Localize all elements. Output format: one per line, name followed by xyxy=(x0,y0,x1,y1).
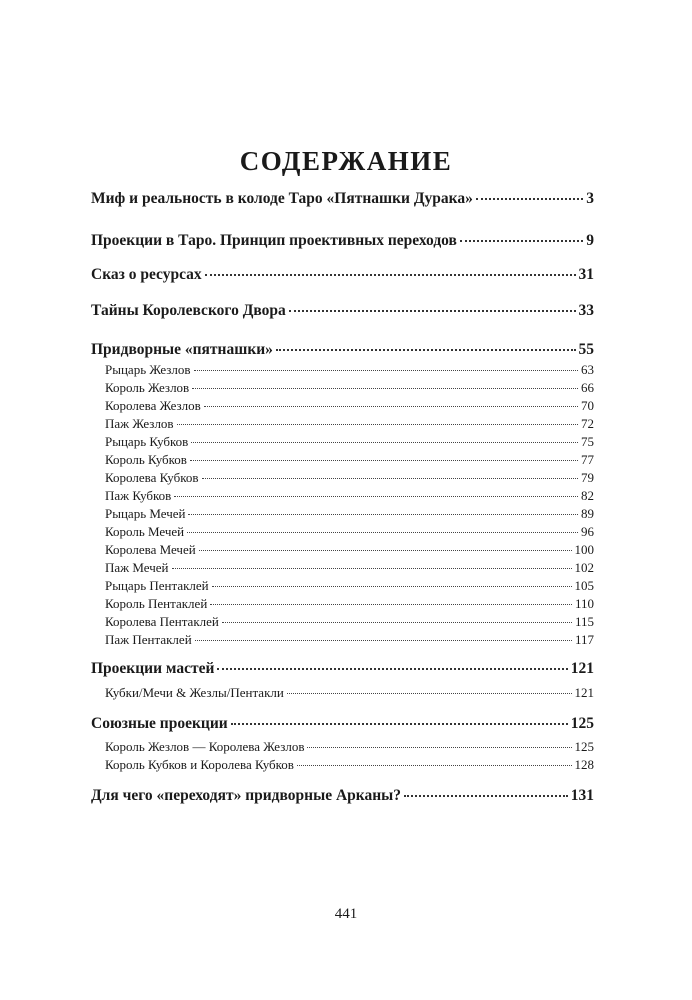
toc-entry xyxy=(91,341,594,359)
leader-dots xyxy=(404,795,568,797)
toc-entry-page: 9 xyxy=(586,232,594,249)
toc-subentry xyxy=(91,398,594,414)
toc-subentry-page: 110 xyxy=(574,596,594,611)
toc-subentry-label: Кубки/Мечи & Жезлы/Пентакли xyxy=(105,685,284,700)
leader-dots xyxy=(194,370,578,371)
toc-subentry-page: 70 xyxy=(581,398,594,413)
leader-dots xyxy=(174,496,578,497)
toc-subentry xyxy=(91,596,594,612)
toc-subentry xyxy=(91,470,594,486)
toc-subentry-page: 102 xyxy=(574,560,594,575)
toc-subentry-page: 63 xyxy=(581,362,594,377)
page-number: 441 xyxy=(334,906,358,922)
toc-subentry-label: Король Жезлов — Королева Жезлов xyxy=(105,739,305,754)
leader-dots xyxy=(222,622,572,623)
toc-subentry-page: 75 xyxy=(581,434,594,449)
toc-entry-page: 3 xyxy=(586,190,594,207)
leader-dots xyxy=(476,198,583,200)
toc-subentry xyxy=(91,542,594,558)
toc-entry-page: 131 xyxy=(570,787,594,804)
leader-dots xyxy=(460,240,583,242)
toc-subentry xyxy=(91,632,594,648)
toc-subentry-label: Рыцарь Мечей xyxy=(105,506,186,521)
toc-entry-page: 55 xyxy=(578,341,594,358)
toc-subentry-label: Рыцарь Кубков xyxy=(105,434,189,449)
toc-entry-page: 33 xyxy=(578,302,594,319)
toc-entry-label: Придворные «пятнашки» xyxy=(91,341,273,358)
toc-subentry-label: Паж Кубков xyxy=(105,488,172,503)
leader-dots xyxy=(192,388,578,389)
toc-subentry-label: Паж Пентаклей xyxy=(105,632,192,647)
toc-subentry xyxy=(91,757,594,773)
toc-subentry xyxy=(91,578,594,594)
toc-subentry-page: 79 xyxy=(581,470,594,485)
toc-subentry-page: 89 xyxy=(581,506,594,521)
toc-subentry-page: 117 xyxy=(574,632,594,647)
toc-subentry-page: 77 xyxy=(581,452,594,467)
toc-subentry-page: 66 xyxy=(581,380,594,395)
leader-dots xyxy=(210,604,572,605)
toc-subentry xyxy=(91,560,594,576)
leader-dots xyxy=(195,640,572,641)
toc-subentry-label: Королева Пентаклей xyxy=(105,614,219,629)
leader-dots xyxy=(204,406,578,407)
toc-subentry xyxy=(91,488,594,504)
toc-subentry xyxy=(91,362,594,378)
leader-dots xyxy=(289,310,576,312)
toc-subentry-label: Король Мечей xyxy=(105,524,185,539)
toc-subentry-label: Королева Кубков xyxy=(105,470,199,485)
toc-subentry xyxy=(91,380,594,396)
toc-entry xyxy=(91,302,594,320)
toc-subentry-page: 82 xyxy=(581,488,594,503)
toc-subentry-label: Паж Жезлов xyxy=(105,416,174,431)
toc-entry xyxy=(91,715,594,733)
toc-entry-label: Для чего «переходят» придворные Арканы? xyxy=(91,787,401,804)
toc-subentry-label: Король Кубков xyxy=(105,452,187,467)
toc-subentry xyxy=(91,416,594,432)
toc-subentry-label: Паж Мечей xyxy=(105,560,169,575)
toc-subentry-label: Король Жезлов xyxy=(105,380,190,395)
toc-subentry-label: Рыцарь Пентаклей xyxy=(105,578,209,593)
leader-dots xyxy=(172,568,572,569)
toc-subentry-label: Король Кубков и Королева Кубков xyxy=(105,757,294,772)
toc-subentry-label: Королева Мечей xyxy=(105,542,196,557)
leader-dots xyxy=(202,478,578,479)
toc-subentry xyxy=(91,452,594,468)
toc-entry xyxy=(91,787,594,805)
leader-dots xyxy=(190,460,578,461)
toc-subentry-page: 128 xyxy=(574,757,594,772)
toc-subentry xyxy=(91,614,594,630)
toc-entry-label: Тайны Королевского Двора xyxy=(91,302,286,319)
toc-entry xyxy=(91,660,594,678)
leader-dots xyxy=(199,550,572,551)
toc-subentry-page: 105 xyxy=(574,578,594,593)
toc-entry-label: Проекции в Таро. Принцип проективных переходов xyxy=(91,232,457,249)
toc-entry-page: 125 xyxy=(570,715,594,732)
toc-subentry xyxy=(91,434,594,450)
toc-subentry-page: 121 xyxy=(574,685,594,700)
toc-entry xyxy=(91,266,594,284)
toc-subentry xyxy=(91,739,594,755)
leader-dots xyxy=(191,442,578,443)
toc-entry-label: Проекции мастей xyxy=(91,660,215,677)
toc-entry-label: Сказ о ресурсах xyxy=(91,266,202,283)
leader-dots xyxy=(217,668,567,670)
leader-dots xyxy=(188,514,578,515)
leader-dots xyxy=(205,274,576,276)
leader-dots xyxy=(276,349,576,351)
toc-subentry-label: Король Пентаклей xyxy=(105,596,208,611)
page-title: СОДЕРЖАНИЕ xyxy=(239,146,453,176)
toc-subentry-label: Рыцарь Жезлов xyxy=(105,362,191,377)
leader-dots xyxy=(212,586,572,587)
toc-entry-label: Миф и реальность в колоде Таро «Пятнашки Дурака» xyxy=(91,190,473,207)
leader-dots xyxy=(187,532,578,533)
leader-dots xyxy=(297,765,572,766)
toc-subentry-page: 100 xyxy=(574,542,594,557)
leader-dots xyxy=(287,693,572,694)
toc-entry xyxy=(91,232,594,250)
toc-subentry xyxy=(91,506,594,522)
toc-subentry-page: 96 xyxy=(581,524,594,539)
toc-subentry xyxy=(91,685,594,701)
toc-subentry-page: 115 xyxy=(574,614,594,629)
toc-subentry-page: 125 xyxy=(574,739,594,754)
toc-entry-label: Союзные проекции xyxy=(91,715,228,732)
toc-entry xyxy=(91,190,594,208)
leader-dots xyxy=(307,747,571,748)
leader-dots xyxy=(231,723,568,725)
toc-entry-page: 121 xyxy=(570,660,594,677)
toc-entry-page: 31 xyxy=(578,266,594,283)
leader-dots xyxy=(177,424,578,425)
toc-subentry xyxy=(91,524,594,540)
toc-subentry-page: 72 xyxy=(581,416,594,431)
toc-subentry-label: Королева Жезлов xyxy=(105,398,201,413)
